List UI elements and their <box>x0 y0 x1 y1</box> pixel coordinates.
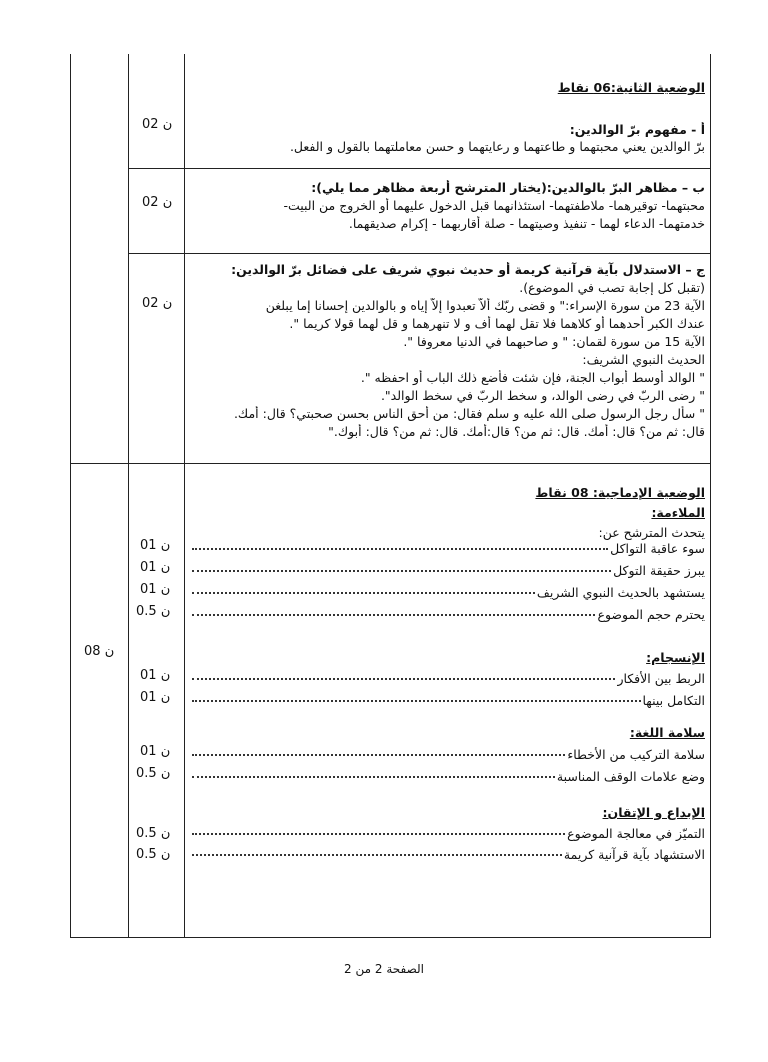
language-item <box>190 769 705 784</box>
column-divider-total <box>128 54 129 938</box>
creativity-item-text: الاستشهاد بآية قرآنية كريمة <box>563 847 705 862</box>
manifestations-heading: ب – مظاهر البرّ بالوالدين:(يختار المترشح أربعة مظاهر مما يلي): <box>311 180 705 195</box>
dot-leader <box>192 614 595 616</box>
language-item-score: 0.5 ن <box>136 766 171 781</box>
evidence-line-4: الحديث النبوي الشريف: <box>582 352 705 367</box>
concept-score: 02 ن <box>142 117 173 132</box>
row-divider-a-b <box>128 168 710 169</box>
section3-total-score: 08 ن <box>84 644 115 659</box>
dot-leader <box>192 678 615 680</box>
dot-leader <box>192 776 555 778</box>
evidence-score: 02 ن <box>142 296 173 311</box>
table-border-left <box>70 54 71 938</box>
section-divider <box>70 463 711 464</box>
relevance-item-score: 01 ن <box>140 560 171 575</box>
concept-text: برّ الوالدين يعني محبتهما و طاعتهما و رعايتهما و حسن معاملتهما بالقول و الفعل. <box>289 139 705 154</box>
evidence-line-3: الآية 15 من سورة لقمان: " و صاحبهما في الدنيا معروفا ". <box>403 334 705 349</box>
relevance-item-score: 0.5 ن <box>136 604 171 619</box>
page-footer: الصفحة 2 من 2 <box>344 962 424 976</box>
dot-leader <box>192 700 641 702</box>
evidence-line-2: عندك الكبر أحدهما أو كلاهما فلا تقل لهما أف و لا تنهرهما و قل لهما قولا كريما ". <box>289 316 705 331</box>
relevance-item-score: 01 ن <box>140 582 171 597</box>
coherence-item-score: 01 ن <box>140 690 171 705</box>
creativity-item-score: 0.5 ن <box>136 826 171 841</box>
coherence-heading: الإنسجام: <box>646 650 705 665</box>
evidence-line-7: " سأل رجل الرسول صلى الله عليه و سلم فقال: من أحق الناس بحسن صحبتي؟ قال: أمك. <box>233 406 705 421</box>
relevance-item <box>190 585 705 600</box>
evidence-line-6: " رضى الربّ في رضى الوالد، و سخط الربّ في سخط الوالد". <box>380 388 705 403</box>
relevance-item <box>190 607 705 622</box>
relevance-item-text: يبرز حقيقة التوكل <box>613 563 705 578</box>
coherence-item-score: 01 ن <box>140 668 171 683</box>
language-item-text: وضع علامات الوقف المناسبة <box>556 769 705 784</box>
relevance-intro: يتحدث المترشح عن: <box>598 525 705 540</box>
relevance-item <box>190 563 705 578</box>
language-heading: سلامة اللغة: <box>629 725 705 740</box>
coherence-item-text: التكامل بينها <box>642 693 705 708</box>
section2-title: الوضعية الثانية:06 نقاط <box>557 80 705 95</box>
coherence-item-text: الربط بين الأفكار <box>617 671 705 686</box>
dot-leader <box>192 833 565 835</box>
concept-heading: أ - مفهوم برّ الوالدين: <box>569 122 705 137</box>
creativity-item <box>190 847 705 862</box>
dot-leader <box>192 570 611 572</box>
evidence-note: (تقبل كل إجابة تصب في الموضوع). <box>519 280 705 295</box>
relevance-item-text: يستشهد بالحديث النبوي الشريف <box>536 585 705 600</box>
relevance-item <box>190 541 705 556</box>
creativity-item <box>190 826 705 841</box>
dot-leader <box>192 592 535 594</box>
evidence-line-1: الآية 23 من سورة الإسراء:" و قضى ربّك ألاّ تعبدوا إلاّ إياه و بالوالدين إحسانا إما يبلغن <box>265 298 705 313</box>
table-border-bottom <box>70 937 711 938</box>
evidence-line-8: قال: ثم من؟ قال: أمك. قال: ثم من؟ قال:أمك. قال: ثم من؟ قال: أبوك." <box>328 424 705 439</box>
relevance-heading: الملاءمة: <box>651 505 705 520</box>
section3-title: الوضعية الإدماجية: 08 نقاط <box>535 485 705 500</box>
manifestations-score: 02 ن <box>142 195 173 210</box>
coherence-item <box>190 693 705 708</box>
manifestations-line-1: محبتهما- توقيرهما- ملاطفتهما- استئذانهما قبل الدخول عليهما أو الخروج من البيت- <box>283 198 705 213</box>
column-divider-score <box>184 54 185 938</box>
relevance-item-score: 01 ن <box>140 538 171 553</box>
dot-leader <box>192 754 565 756</box>
evidence-line-5: " الوالد أوسط أبواب الجنة، فإن شئت فأضع ذلك الباب أو احفظه ". <box>360 370 705 385</box>
creativity-item-text: التميّز في معالجة الموضوع <box>567 826 705 841</box>
language-item <box>190 747 705 762</box>
relevance-item-text: سوء عاقبة التواكل <box>610 541 705 556</box>
creativity-item-score: 0.5 ن <box>136 847 171 862</box>
coherence-item <box>190 671 705 686</box>
dot-leader <box>192 548 608 550</box>
manifestations-line-2: خدمتهما- الدعاء لهما - تنفيذ وصيتهما - صلة أقاربهما - إكرام صديقهما. <box>348 216 705 231</box>
relevance-item-text: يحترم حجم الموضوع <box>597 607 705 622</box>
language-item-text: سلامة التركيب من الأخطاء <box>567 747 705 762</box>
language-item-score: 01 ن <box>140 744 171 759</box>
dot-leader <box>192 854 562 856</box>
creativity-heading: الإبداع و الإتقان: <box>602 805 705 820</box>
row-divider-b-c <box>128 253 710 254</box>
table-border-right <box>710 54 711 938</box>
evidence-heading: ج – الاستدلال بآية قرآنية كريمة أو حديث نبوي شريف على فضائل برّ الوالدين: <box>231 262 705 277</box>
